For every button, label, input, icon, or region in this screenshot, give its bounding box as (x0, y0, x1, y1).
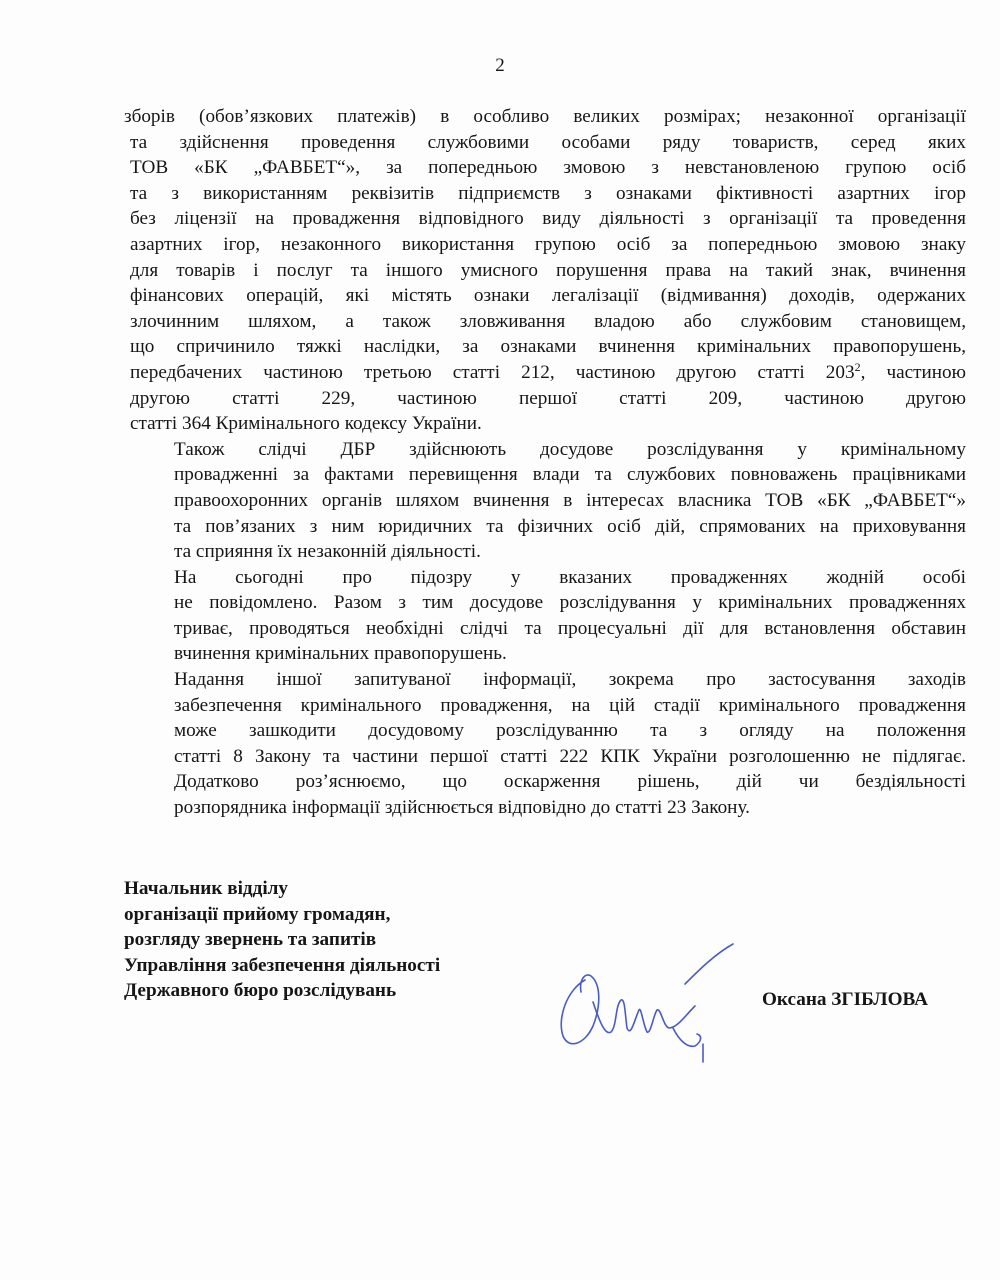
text-line: статті 8 Закону та частини першої статті 222 КПК України розголошенню не підлягає. (174, 745, 966, 767)
text-line: для товарів і послуг та іншого умисного порушення права на такий знак, вчинення (130, 259, 966, 281)
paragraph-dbr-investigation (124, 437, 966, 565)
text-line: може зашкодити досудовому розслідуванню та з огляду на положення (174, 720, 966, 742)
article-superscript: 2 (854, 359, 861, 374)
position-line: організації прийому громадян, (124, 903, 391, 925)
handwritten-signature (545, 940, 745, 1070)
paragraph-appeal-info (124, 769, 966, 820)
text-line: не повідомлено. Разом з тим досудове розслідування у кримінальних провадженнях (174, 592, 966, 614)
signer-name: Оксана ЗГІБЛОВА (762, 989, 928, 1010)
text-line: Додатково роз’яснюємо, що оскарження рішень, дій чи бездіяльності (174, 771, 966, 793)
text-line: та здійснення проведення службовими особами ряду товариств, серед яких (130, 131, 966, 153)
text-line: фінансових операцій, які містять ознаки легалізації (відмивання) доходів, одержаних (130, 285, 966, 307)
paragraph-criminal-proceedings (124, 104, 966, 437)
text-line: вчинення кримінальних правопорушень. (174, 643, 507, 665)
text-line: Надання іншої запитуваної інформації, зокрема про застосування заходів (174, 669, 966, 691)
position-line: Державного бюро розслідувань (124, 980, 397, 1001)
text-line: провадженні за фактами перевищення влади та службових повноважень працівниками (174, 464, 966, 486)
text-line: що спричинило тяжкі наслідки, за ознаками вчинення кримінальних правопорушень, (130, 336, 966, 358)
text-line: зборів (обов’язкових платежів) в особливо великих розмірах; незаконної організації (124, 106, 966, 127)
text-line: триває, проводяться необхідні слідчі та процесуальні дії для встановлення обставин (174, 617, 966, 639)
text-segment: , частиною (860, 361, 966, 383)
text-segment: передбачених частиною третьою статті 212, частиною другою статті 203 (130, 361, 855, 383)
position-line: Управління забезпечення діяльності (124, 954, 441, 976)
text-line: Також слідчі ДБР здійснюють досудове розслідування у кримінальному (174, 438, 966, 460)
text-line: ТОВ «БК „ФАВБЕТ“», за попередньою змовою з невстановленою групою осіб (130, 157, 966, 179)
paragraph-suspicion-status (124, 565, 966, 667)
position-line: розгляду звернень та запитів (124, 929, 377, 950)
text-line: забезпечення кримінального провадження, на цій стадії кримінального провадження (174, 694, 966, 716)
text-line: правоохоронних органів шляхом вчинення в інтересах власника ТОВ «БК „ФАВБЕТ“» (174, 489, 966, 511)
text-line: На сьогодні про підозру у вказаних провадженнях жодній особі (174, 566, 966, 588)
signatory-position (124, 876, 440, 1004)
text-line: та пов’язаних з ним юридичних та фізичних осіб дій, спрямованих на приховування (174, 515, 966, 537)
text-line: другою статті 229, частиною першої статті 209, частиною другою (130, 387, 966, 409)
text-line: та з використанням реквізитів підприємств з ознаками фіктивності азартних ігор (130, 182, 966, 204)
text-line: та сприяння їх незаконній діяльності. (174, 541, 481, 563)
letter-body (124, 104, 966, 821)
page-number: 2 (495, 55, 505, 76)
text-line: азартних ігор, незаконного використання групою осіб за попередньою змовою знаку (130, 233, 966, 255)
text-line: без ліцензії на провадження відповідного виду діяльності з організації та проведення (130, 208, 966, 230)
text-line-with-superscript (124, 360, 966, 386)
text-line: статті 364 Кримінального кодексу України. (130, 413, 482, 435)
paragraph-info-disclosure (124, 667, 966, 769)
text-line: розпорядника інформації здійснюється відповідно до статті 23 Закону. (174, 797, 750, 819)
position-line: Начальник відділу (124, 878, 289, 899)
text-line: злочинним шляхом, а також зловживання владою або службовим становищем, (130, 310, 966, 332)
